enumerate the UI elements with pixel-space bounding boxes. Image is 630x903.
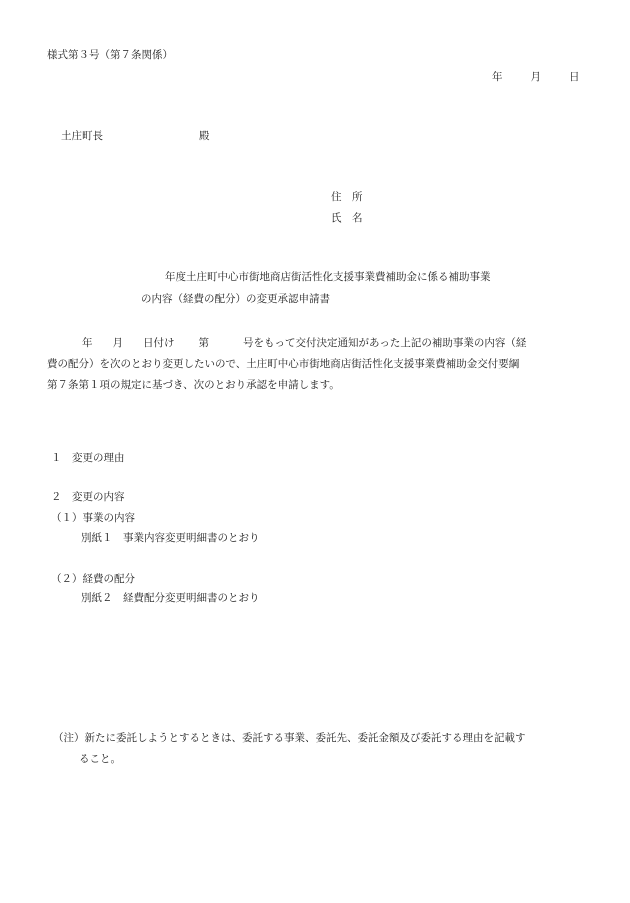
subitem-expense-allocation-heading: （２）経費の配分: [51, 573, 135, 585]
date-month-label: 月: [530, 71, 541, 83]
body-day-suffix: 日付け: [143, 337, 175, 349]
addressee-honorific: 殿: [199, 130, 210, 142]
date-line: [492, 70, 580, 84]
subitem-expense-allocation-detail: 別紙２ 経費配分変更明細書のとおり: [81, 592, 260, 604]
date-year-label: 年: [492, 71, 503, 83]
subitem-project-content-detail: 別紙１ 事業内容変更明細書のとおり: [81, 532, 260, 544]
form-number: 様式第３号（第７条関係）: [47, 49, 173, 61]
body-text-3: 第７条第１項の規定に基づき、次のとおり承認を申請します。: [47, 379, 340, 391]
footnote-line2: ること。: [79, 753, 121, 765]
application-body-text: [47, 333, 577, 396]
body-year: 年: [82, 337, 93, 349]
item-change-reason: １ 変更の理由: [51, 452, 125, 464]
body-text-2: 費の配分）を次のとおり変更したいので、土庄町中心市街地商店街活性化支援事業費補助金交付要綱: [47, 358, 520, 370]
applicant-address-label: 住 所: [331, 191, 363, 203]
document-title-line2: の内容（経費の配分）の変更承認申請書: [141, 293, 330, 305]
addressee-name: 土庄町長: [61, 130, 103, 142]
body-number-prefix: 第: [198, 337, 209, 349]
subitem-project-content-heading: （１）事業の内容: [51, 512, 135, 524]
body-month: 月: [112, 337, 123, 349]
item-change-content: ２ 変更の内容: [51, 491, 125, 503]
date-day-label: 日: [569, 71, 580, 83]
footnote: [53, 728, 578, 770]
body-text-1: 号をもって交付決定通知があった上記の補助事業の内容（経: [243, 337, 527, 349]
document-title-line1: 年度土庄町中心市街地商店街活性化支援事業費補助金に係る補助事業: [165, 271, 491, 283]
footnote-line1: （注）新たに委託しようとするときは、委託する事業、委託先、委託金額及び委託する理由を記載す: [53, 732, 526, 744]
applicant-name-label: 氏 名: [331, 212, 363, 224]
